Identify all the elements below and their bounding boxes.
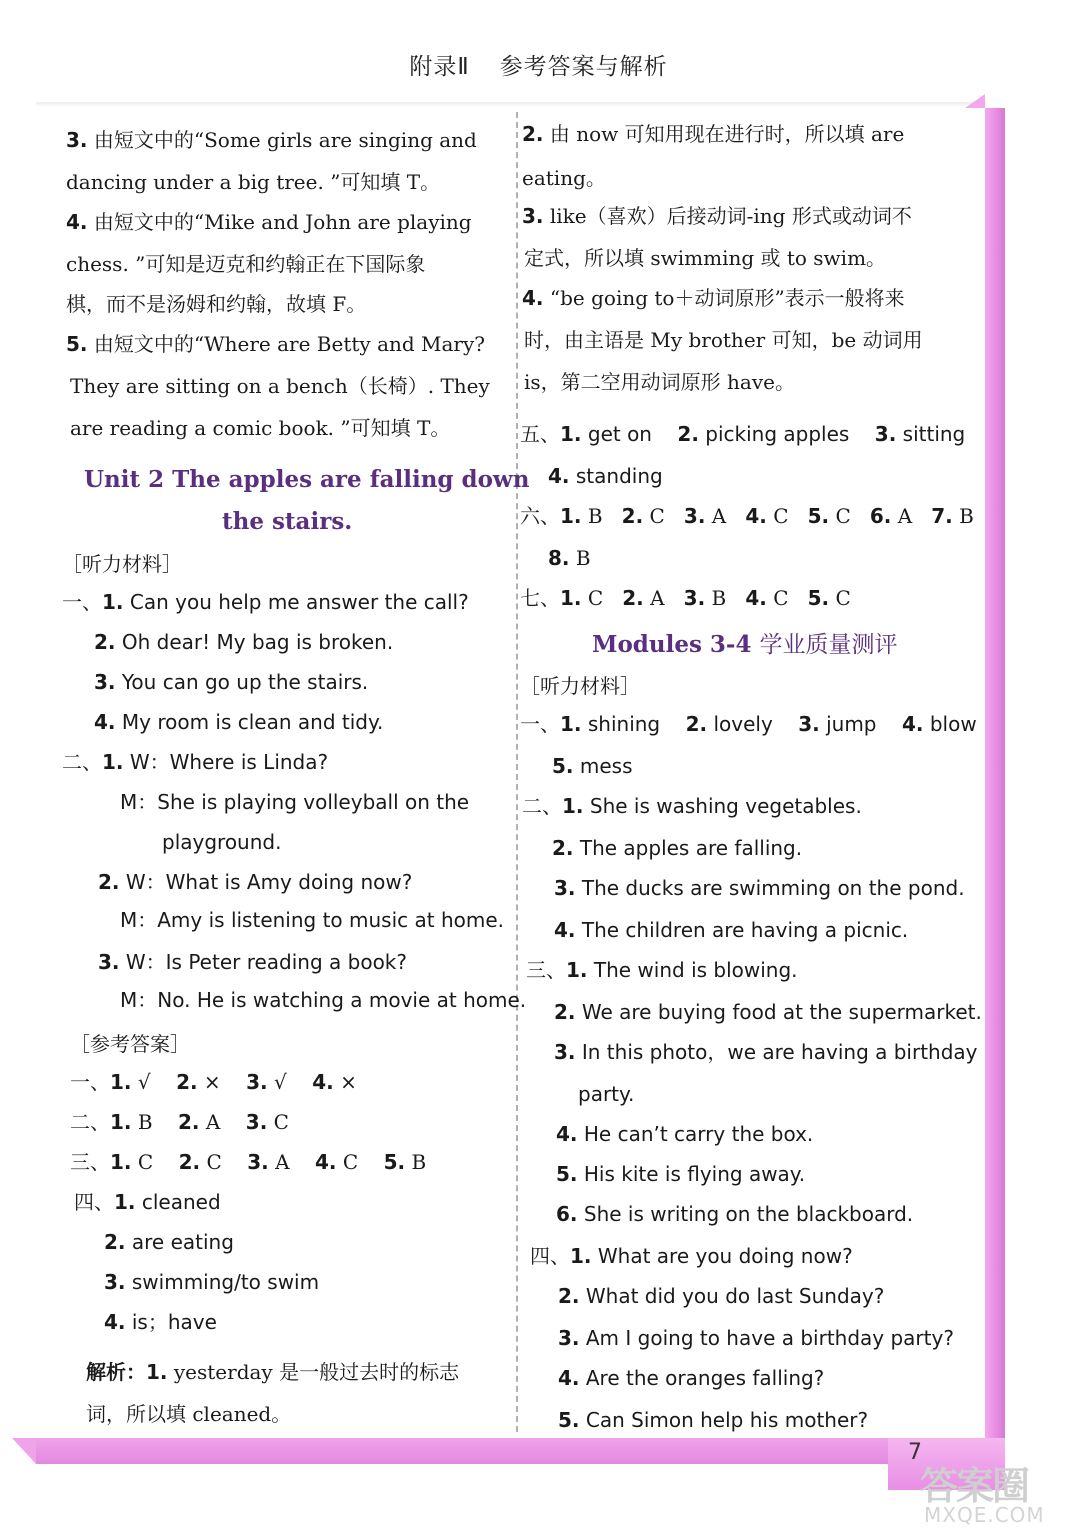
text-line: are reading a comic book. ”可知填 T。 [70,416,451,440]
text-line: dancing under a big tree. ”可知填 T。 [66,170,441,194]
list-item: 3. Am I going to have a birthday party? [558,1326,954,1350]
list-item: 4. The children are having a picnic. [554,918,909,942]
text-line: chess. ”可知是迈克和约翰正在下国际象 [66,252,426,276]
answer-row: 四、1. cleaned [74,1190,221,1214]
answer-row: 4. standing [548,464,663,488]
list-item: playground. [162,830,282,854]
text-line: 4. “be going to＋动词原形”表示一般将来 [522,286,905,310]
list-item: 3. You can go up the stairs. [94,670,369,694]
page-frame-right [985,108,1005,1438]
listening-label: ［听力材料］ [520,674,640,698]
listening-label: ［听力材料］ [62,552,182,576]
answers-label: ［参考答案］ [70,1032,190,1056]
list-item: 二、1. W：Where is Linda? [62,750,329,774]
list-item: 三、1. The wind is blowing. [526,958,798,982]
list-item: M：Amy is listening to music at home. [120,908,505,932]
text-line: 棋，而不是汤姆和约翰，故填 F。 [66,292,367,316]
text-line: 时，由主语是 My brother 可知，be 动词用 [524,328,923,352]
answer-row: 五、1. get on 2. picking apples 3. sitting [520,422,966,446]
watermark-url: MXQE.COM [924,1503,1045,1527]
list-item: 5. Can Simon help his mother? [558,1408,869,1432]
watermark-logo: 答案圈 [920,1464,1029,1508]
column-divider [516,112,518,1432]
page-number: 7 [908,1440,922,1465]
list-item: 5. mess [552,754,633,778]
list-item: 5. His kite is flying away. [556,1162,806,1186]
text-line: 3. 由短文中的“Some girls are singing and [66,128,477,152]
list-item: 6. She is writing on the blackboard. [556,1202,914,1226]
list-item: 3. The ducks are swimming on the pond. [554,876,965,900]
top-rule [36,102,986,106]
text-line: eating。 [522,166,606,190]
answer-row: 3. swimming/to swim [104,1270,320,1294]
answer-row: 二、1. B 2. A 3. C [70,1110,289,1134]
list-item: 4. My room is clean and tidy. [94,710,384,734]
unit-heading: Unit 2 The apples are falling down [84,466,530,493]
list-item: M：She is playing volleyball on the [120,790,470,814]
list-item: 2. What did you do last Sunday? [558,1284,885,1308]
analysis-line: 解析：1. yesterday 是一般过去时的标志 [86,1360,460,1384]
watermark [920,1455,1070,1527]
list-item: 四、1. What are you doing now? [530,1244,853,1268]
answer-row: 三、1. C 2. C 3. A 4. C 5. B [70,1150,427,1174]
answer-row: 一、1. √ 2. × 3. √ 4. × [70,1070,357,1094]
answer-row: 2. are eating [104,1230,234,1254]
list-item: 二、1. She is washing vegetables. [522,794,862,818]
unit-heading-cont: the stairs. [222,508,353,535]
answer-row: 4. is；have [104,1310,217,1334]
list-item: M：No. He is watching a movie at home. [120,988,527,1012]
list-item: 2. Oh dear! My bag is broken. [94,630,394,654]
text-line: 定式，所以填 swimming 或 to swim。 [524,246,887,270]
text-line: 2. 由 now 可知用现在进行时，所以填 are [522,122,905,146]
list-item: 一、1. shining 2. lovely 3. jump 4. blow [520,712,977,736]
page-header [0,48,1077,81]
answer-row: 六、1. B 2. C 3. A 4. C 5. C 6. A 7. B [520,504,974,528]
list-item: 2. The apples are falling. [552,836,803,860]
text-line: 5. 由短文中的“Where are Betty and Mary? [66,332,486,356]
list-item: 4. He can’t carry the box. [556,1122,814,1146]
page-frame-bottom [36,1438,888,1464]
text-line: 4. 由短文中的“Mike and John are playing [66,210,472,234]
text-line: is，第二空用动词原形 have。 [524,370,795,394]
analysis-line: 词，所以填 cleaned。 [86,1402,292,1426]
text-line: They are sitting on a bench（长椅）. They [70,374,490,398]
list-item: 一、1. Can you help me answer the call? [62,590,469,614]
list-item: 2. W：What is Amy doing now? [98,870,413,894]
list-item: 4. Are the oranges falling? [558,1366,825,1390]
answer-row: 8. B [548,546,591,570]
answer-row: 七、1. C 2. A 3. B 4. C 5. C [520,586,851,610]
text-line: 3. like（喜欢）后接动词-ing 形式或动词不 [522,204,912,228]
list-item: 3. W：Is Peter reading a book? [98,950,408,974]
list-item: party. [578,1082,635,1106]
list-item: 2. We are buying food at the supermarket. [554,1000,982,1024]
page-title: 参考答案与解析 [499,54,668,80]
list-item: 3. In this photo，we are having a birthday [554,1040,978,1064]
module-heading: Modules 3-4 学业质量测评 [592,631,898,658]
appendix-label: 附录Ⅱ [409,54,470,80]
